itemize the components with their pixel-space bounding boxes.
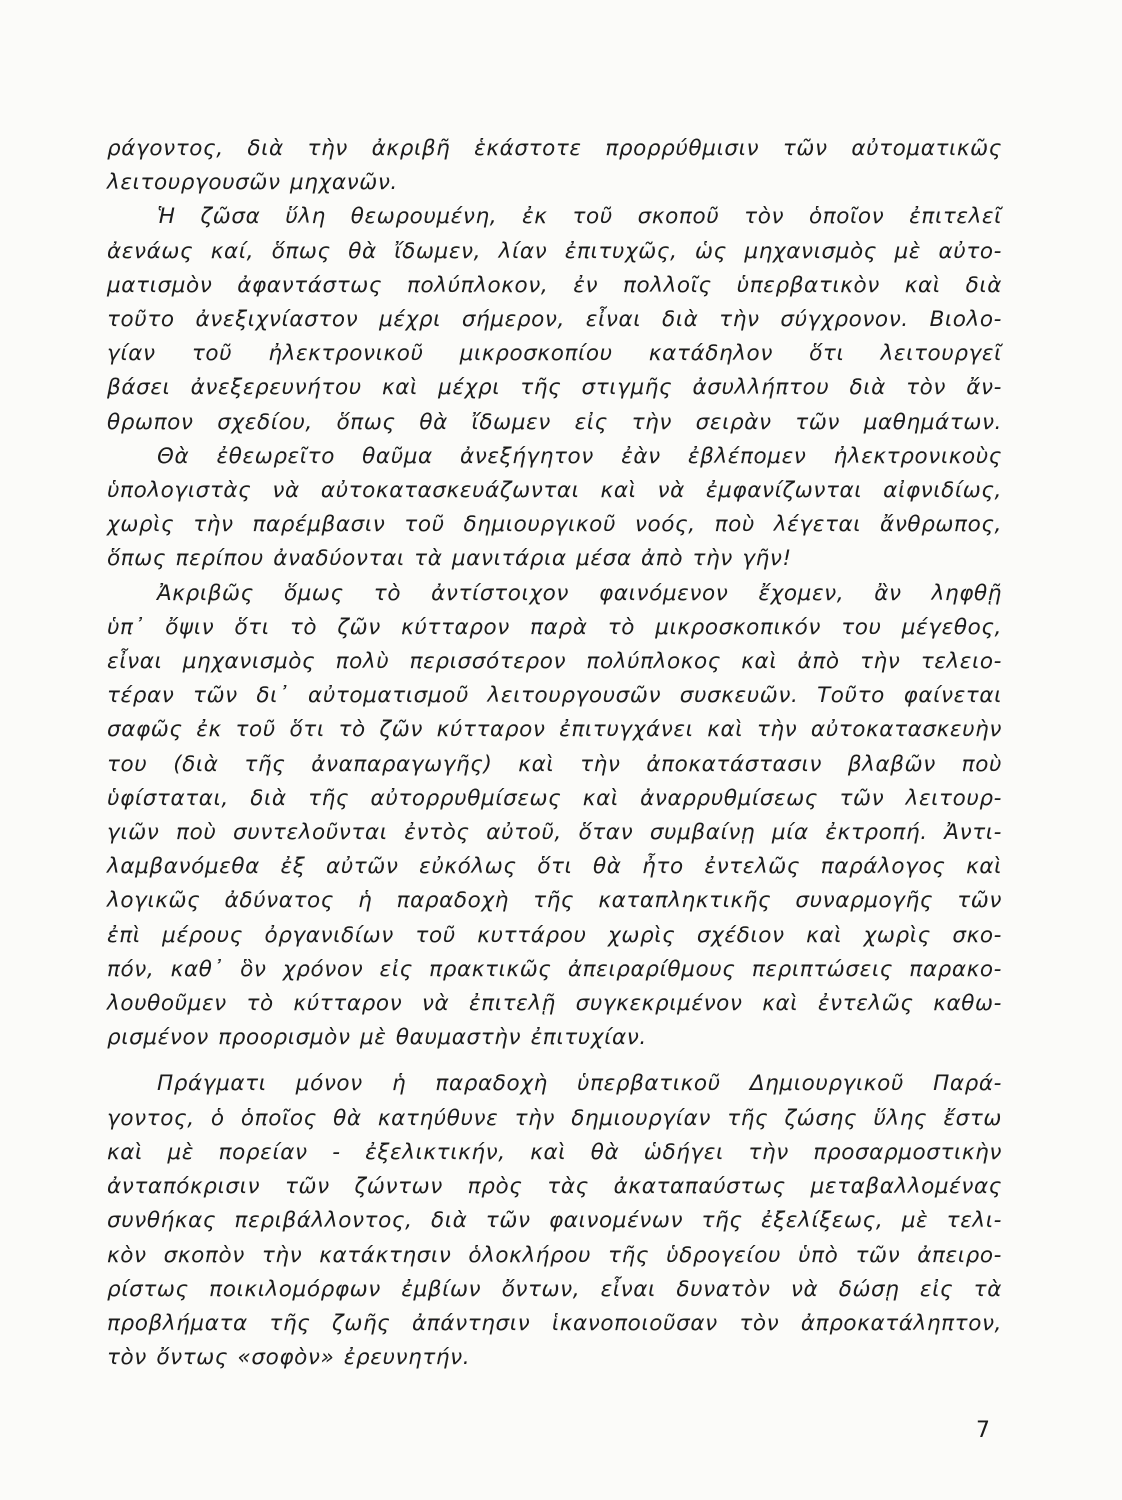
paragraph-2 xyxy=(107,200,1002,439)
text-line: θρωπον σχεδίου, ὅπως θὰ ἴδωμεν εἰς τὴν σειρὰν τῶν μαθημάτων. xyxy=(107,409,1002,435)
text-line: καὶ μὲ πορείαν - ἐξελικτικήν, καὶ θὰ ὡδήγει τὴν προσαρμοστικὴν xyxy=(107,1139,1002,1165)
page-number: 7 xyxy=(976,1418,990,1443)
text-line: Θὰ ἐθεωρεῖτο θαῦμα ἀνεξήγητον ἐὰν ἐβλέπομεν ἠλεκτρονικοὺς xyxy=(157,443,1002,469)
text-line: προβλήματα τῆς ζωῆς ἀπάντησιν ἱκανοποιοῦσαν τὸν ἀπροκατάληπτον, xyxy=(107,1310,1002,1336)
text-line: τὸν ὄντως «σοφὸν» ἐρευνητήν. xyxy=(107,1345,471,1371)
text-line: του (διὰ τῆς ἀναπαραγωγῆς) καὶ τὴν ἀποκατάστασιν βλαβῶν ποὺ xyxy=(107,751,1002,777)
text-line: γοντος, ὁ ὁποῖος θὰ κατηύθυνε τὴν δημιουργίαν τῆς ζώσης ὕλης ἔστω xyxy=(107,1105,1002,1131)
text-line: ὑπολογιστὰς νὰ αὐτοκατασκευάζωνται καὶ νὰ ἐμφανίζωνται αἰφνιδίως, xyxy=(107,478,1002,504)
text-line: ὅπως περίπου ἀναδύονται τὰ μανιτάρια μέσα ἀπὸ τὴν γῆν! xyxy=(107,546,792,572)
text-line: λογικῶς ἀδύνατος ἡ παραδοχὴ τῆς καταπληκτικῆς συναρμογῆς τῶν xyxy=(107,888,1002,914)
text-line: ἀενάως καί, ὅπως θὰ ἴδωμεν, λίαν ἐπιτυχῶς, ὡς μηχανισμὸς μὲ αὐτο- xyxy=(107,238,1002,264)
paragraph-3 xyxy=(107,440,1002,577)
text-line: Πράγματι μόνον ἡ παραδοχὴ ὑπερβατικοῦ Δημιουργικοῦ Παρά- xyxy=(157,1071,1002,1097)
text-line: ράγοντος, διὰ τὴν ἀκριβῆ ἑκάστοτε προρρύθμισιν τῶν αὐτοματικῶς xyxy=(107,136,1002,161)
text-line: σαφῶς ἐκ τοῦ ὅτι τὸ ζῶν κύτταρον ἐπιτυγχάνει καὶ τὴν αὐτοκατασκευὴν xyxy=(107,717,1002,743)
text-line: γιῶν ποὺ συντελοῦνται ἐντὸς αὐτοῦ, ὅταν συμβαίνῃ μία ἐκτροπή. Ἀντι- xyxy=(107,820,1002,846)
text-line: ὑφίσταται, διὰ τῆς αὐτορρυθμίσεως καὶ ἀναρρυθμίσεως τῶν λειτουρ- xyxy=(107,785,1002,811)
text-line: τοῦτο ἀνεξιχνίαστον μέχρι σήμερον, εἶναι διὰ τὴν σύγχρονον. Βιολο- xyxy=(107,307,1002,333)
text-line: λουθοῦμεν τὸ κύτταρον νὰ ἐπιτελῇ συγκεκριμένον καὶ ἐντελῶς καθω- xyxy=(107,991,1002,1017)
text-line: συνθήκας περιβάλλοντος, διὰ τῶν φαινομένων τῆς ἐξελίξεως, μὲ τελι- xyxy=(107,1208,1002,1234)
text-line: εἶναι μηχανισμὸς πολὺ περισσότερον πολύπλοκος καὶ ἀπὸ τὴν τελειο- xyxy=(107,649,1002,675)
text-line: λειτουργουσῶν μηχανῶν. xyxy=(107,170,398,196)
text-line: χωρὶς τὴν παρέμβασιν τοῦ δημιουργικοῦ νοός, ποὺ λέγεται ἄνθρωπος, xyxy=(107,512,1002,538)
text-line: Ἀκριβῶς ὅμως τὸ ἀντίστοιχον φαινόμενον ἔχομεν, ἂν ληφθῇ xyxy=(157,580,1002,606)
text-line: ὑπ᾿ ὄψιν ὅτι τὸ ζῶν κύτταρον παρὰ τὸ μικροσκοπικόν του μέγεθος, xyxy=(107,614,1002,640)
text-line: ρίστως ποικιλομόρφων ἐμβίων ὄντων, εἶναι δυνατὸν νὰ δώσῃ εἰς τὰ xyxy=(107,1276,1002,1302)
text-line: Ἡ ζῶσα ὕλη θεωρουμένη, ἐκ τοῦ σκοποῦ τὸν ὁποῖον ἐπιτελεῖ xyxy=(157,204,1002,230)
paragraph-5 xyxy=(107,1067,1002,1375)
text-line: γίαν τοῦ ἠλεκτρονικοῦ μικροσκοπίου κατάδηλον ὅτι λειτουργεῖ xyxy=(107,341,1002,367)
text-line: ρισμένον προορισμὸν μὲ θαυμαστὴν ἐπιτυχίαν. xyxy=(107,1025,647,1051)
paragraph-1 xyxy=(107,132,1002,200)
text-line: ἐπὶ μέρους ὀργανιδίων τοῦ κυττάρου χωρὶς σχέδιον καὶ χωρὶς σκο- xyxy=(107,922,1002,948)
text-line: πόν, καθ᾿ ὃν χρόνον εἰς πρακτικῶς ἀπειραρίθμους περιπτώσεις παρακο- xyxy=(107,956,1002,982)
text-line: τέραν τῶν δι᾿ αὐτοματισμοῦ λειτουργουσῶν συσκευῶν. Τοῦτο φαίνεται xyxy=(107,683,1002,709)
text-line: βάσει ἀνεξερευνήτου καὶ μέχρι τῆς στιγμῆς ἀσυλλήπτου διὰ τὸν ἄν- xyxy=(107,375,1002,401)
text-line: ἀνταπόκρισιν τῶν ζώντων πρὸς τὰς ἀκαταπαύστως μεταβαλλομένας xyxy=(107,1174,1002,1200)
body-text xyxy=(107,132,1002,1375)
paragraph-spacer xyxy=(107,1055,1002,1067)
text-line: λαμβανόμεθα ἐξ αὐτῶν εὐκόλως ὅτι θὰ ἦτο ἐντελῶς παράλογος καὶ xyxy=(107,854,1002,880)
text-line: κὸν σκοπὸν τὴν κατάκτησιν ὁλοκλήρου τῆς ὑδρογείου ὑπὸ τῶν ἀπειρο- xyxy=(107,1242,1002,1268)
paragraph-4 xyxy=(107,577,1002,1056)
text-line: ματισμὸν ἀφαντάστως πολύπλοκον, ἐν πολλοῖς ὑπερβατικὸν καὶ διὰ xyxy=(107,272,1002,298)
